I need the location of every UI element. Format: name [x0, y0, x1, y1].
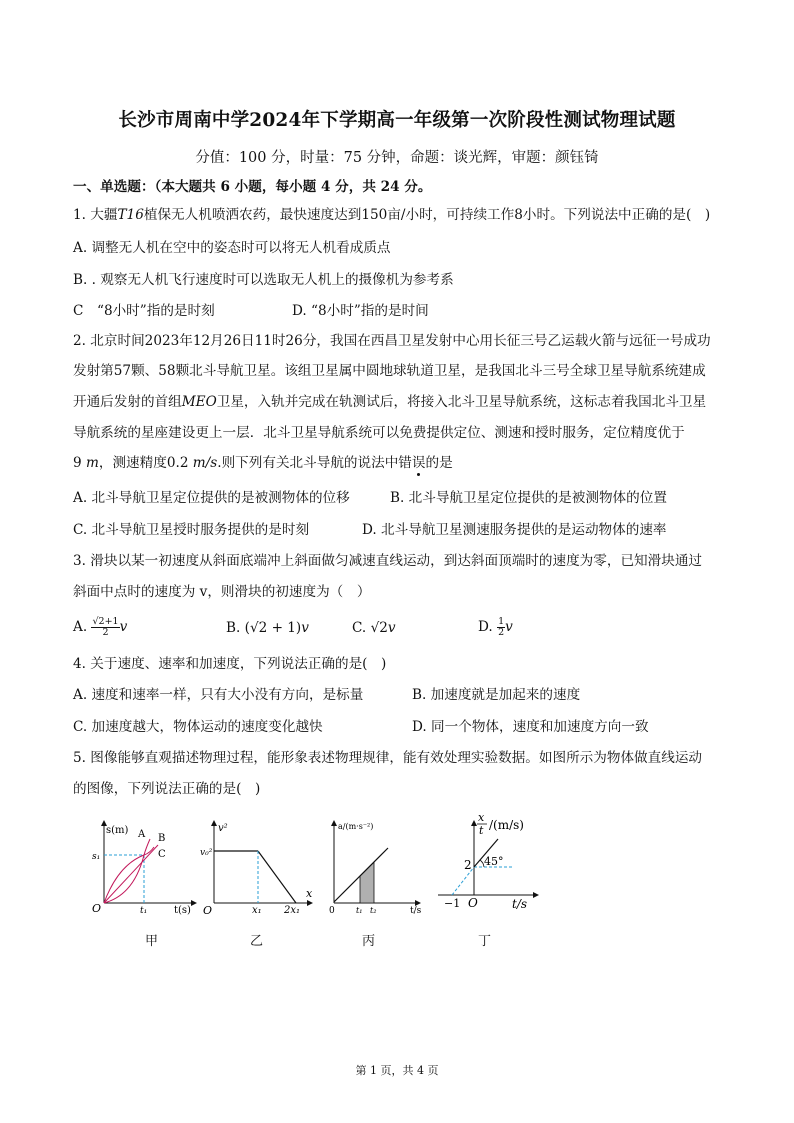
ding-xlabel: t/s — [512, 897, 528, 911]
q1-hours: 8 — [514, 207, 523, 223]
yi-xlabel: x — [306, 887, 313, 900]
jia-B: B — [158, 833, 166, 844]
figure-label-yi: 乙 — [250, 934, 264, 949]
bing-t1: t₁ — [356, 906, 363, 915]
question-4-stem: 4. 关于速度、速率和加速度，下列说法正确的是( ) — [73, 656, 387, 672]
q3-d-denominator: 2 — [498, 627, 505, 638]
q1-text-a: 1. 大疆 — [73, 207, 118, 223]
q2-unit-m: m — [85, 455, 99, 471]
q2-emphasis-char: 误 — [411, 455, 426, 471]
q3-c-var: v — [387, 620, 396, 636]
ding-angle: 45° — [484, 855, 504, 868]
q3-option-d — [478, 617, 513, 638]
jia-C: C — [158, 849, 166, 860]
q2-meo: MEO — [181, 394, 217, 410]
q3-d-fraction — [497, 617, 505, 638]
ding-neg: −1 — [444, 897, 461, 910]
q3-a-label: A. — [73, 619, 88, 635]
q4-option-d: D. 同一个物体，速度和加速度方向一致 — [412, 719, 649, 735]
ding-ylabel-den: t — [479, 824, 484, 837]
jia-origin: O — [92, 902, 102, 915]
q2-l5c: ，测速精度0.2 — [98, 455, 193, 471]
q2-option-c: C. 北斗导航卫星授时服务提供的是时刻 — [73, 522, 310, 538]
q2-l5g: 的是 — [425, 455, 453, 471]
q3-b-expr: (√2 + 1) — [244, 620, 302, 636]
yi-origin: O — [203, 904, 213, 917]
q1-text-b: 植保无人机喷洒农药，最快速度达到 — [143, 207, 362, 223]
q4-option-c: C. 加速度越大，物体运动的速度变化越快 — [73, 719, 323, 735]
q3-c-label: C. — [352, 620, 367, 636]
jia-xlabel: t(s) — [174, 905, 191, 916]
q2-option-d: D. 北斗导航卫星测速服务提供的是运动物体的速率 — [362, 522, 667, 538]
q1-option-b: B. . 观察无人机飞行速度时可以选取无人机上的摄像机为参考系 — [73, 272, 454, 288]
yi-x2: 2x₁ — [284, 905, 301, 916]
question-2-line-5 — [73, 454, 453, 472]
question-2-line-1: 2. 北京时间2023年12月26日11时26分，我国在西昌卫星发射中心用长征三号乙运载火箭与远征一号成功 — [73, 333, 711, 349]
question-1-stem — [73, 206, 710, 224]
figure-label-bing: 丙 — [362, 934, 376, 949]
q4-option-a: A. 速度和速率一样，只有大小没有方向，是标量 — [73, 687, 364, 703]
question-2-line-3 — [73, 393, 706, 411]
yi-ylabel: v² — [218, 823, 228, 834]
q2-l3a: 开通后发射的首组 — [73, 394, 182, 410]
q1-text-c: 亩/小时，可持续工作 — [387, 207, 515, 223]
exam-info: 分值：100 分，时量：75 分钟，命题：谈光辉，审题：颜钰锜 — [195, 150, 599, 166]
q3-b-var: v — [301, 620, 309, 636]
q3-d-numerator: 1 — [498, 616, 505, 627]
question-2-line-4: 导航系统的星座建设更上一层．北斗卫星导航系统可以免费提供定位、测速和授时服务，定位精度优于 — [73, 425, 685, 441]
q3-c-expr: √2 — [370, 620, 388, 636]
yi-x1: x₁ — [252, 905, 262, 916]
figure-bing — [326, 815, 426, 915]
jia-ylabel: s(m) — [106, 825, 129, 836]
bing-origin: 0 — [329, 906, 335, 916]
jia-s1: s₁ — [92, 852, 101, 862]
bing-xlabel: t/s — [410, 906, 422, 916]
figure-yi — [200, 815, 318, 915]
page-title: 长沙市周南中学2024年下学期高一年级第一次阶段性测试物理试题 — [118, 110, 676, 131]
q2-option-a: A. 北斗导航卫星定位提供的是被测物体的位移 — [73, 490, 350, 506]
q2-unit-ms: m/s — [192, 455, 218, 471]
q3-option-a — [73, 617, 127, 638]
q3-b-label: B. — [226, 620, 241, 636]
q3-a-var: v — [119, 619, 128, 635]
q3-a-numerator: √2+1 — [92, 616, 119, 627]
jia-t1: t₁ — [140, 906, 148, 916]
question-5-line-2: 的图像，下列说法正确的是( ) — [73, 781, 261, 797]
jia-A: A — [138, 829, 146, 840]
ding-ylabel-unit: /(m/s) — [489, 818, 524, 832]
ding-origin: O — [468, 896, 478, 910]
q2-l5a: 9 — [73, 455, 86, 471]
q1-option-c: C “8小时”指的是时刻 — [73, 303, 215, 319]
q3-option-c — [352, 619, 396, 637]
q1-option-d: D. “8小时”指的是时间 — [292, 303, 429, 319]
section-heading: 一、单选题：（本大题共 6 小题，每小题 4 分，共 24 分。 — [73, 179, 432, 195]
bing-t2: t₂ — [370, 906, 377, 915]
q1-model: T16 — [117, 207, 144, 223]
yi-v0sq: v₀² — [200, 848, 213, 858]
q2-option-b: B. 北斗导航卫星定位提供的是被测物体的位置 — [390, 490, 667, 506]
figure-ding — [432, 811, 542, 915]
figure-label-jia: 甲 — [145, 934, 159, 949]
q1-text-d: 小时。下列说法中正确的是( ) — [522, 207, 711, 223]
q4-option-b: B. 加速度就是加起来的速度 — [412, 687, 581, 703]
q1-speed: 150 — [361, 207, 388, 223]
question-2-line-2: 发射第57颗、58颗北斗导航卫星。该组卫星属中圆地球轨道卫星，是我国北斗三号全球卫星导航系统建成 — [73, 363, 706, 379]
q3-a-fraction — [91, 617, 119, 638]
ding-intercept: 2 — [464, 858, 472, 872]
ding-ylabel-num: x — [478, 811, 485, 824]
q3-d-label: D. — [478, 619, 493, 635]
page-footer: 第 1 页，共 4 页 — [355, 1064, 439, 1077]
q3-option-b — [226, 619, 309, 637]
figure-label-ding: 丁 — [478, 934, 492, 949]
q2-l5e: .则下列有关北斗导航的说法中错 — [217, 455, 412, 471]
figure-jia — [88, 815, 200, 915]
bing-ylabel: a/(m·s⁻²) — [338, 822, 374, 831]
q2-l3c: 卫星，入轨并完成在轨测试后，将接入北斗卫星导航系统，这标志着我国北斗卫星 — [216, 394, 707, 410]
question-3-line-2: 斜面中点时的速度为 v，则滑块的初速度为（ ） — [73, 584, 371, 600]
question-5-line-1: 5. 图像能够直观描述物理过程，能形象表述物理规律，能有效处理实验数据。如图所示为物体做直线运动 — [73, 750, 703, 766]
q3-d-var: v — [505, 619, 513, 635]
q3-a-denominator: 2 — [102, 627, 109, 638]
q1-option-a: A. 调整无人机在空中的姿态时可以将无人机看成质点 — [73, 240, 391, 256]
question-3-line-1: 3. 滑块以某一初速度从斜面底端冲上斜面做匀减速直线运动，到达斜面顶端时的速度为零，已知滑块通过 — [73, 553, 703, 569]
